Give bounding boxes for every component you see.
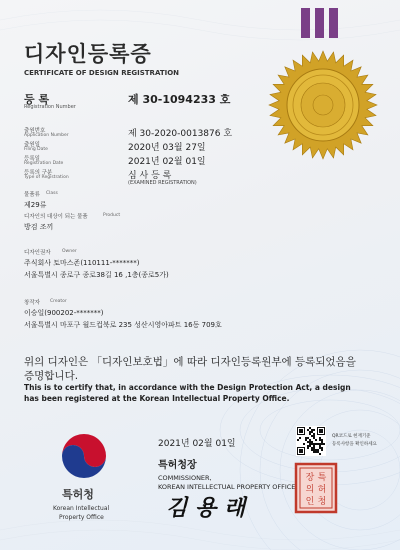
- product-value: 방검 조끼: [24, 223, 54, 231]
- svg-text:김 용 래: 김 용 래: [166, 495, 246, 521]
- commissioner-office-en: KOREAN INTELLECTUAL PROPERTY OFFICE: [158, 483, 296, 491]
- filing-label-en: Filing Date: [24, 147, 48, 152]
- class-label: 물품류: [24, 192, 40, 198]
- logo-name-ko: 특허청: [62, 488, 94, 501]
- qr-note: QR코드로 현재기준: [332, 434, 371, 439]
- owner-address: 서울특별시 종로구 종로38길 16 ,1층(종로5가): [24, 271, 169, 279]
- filing-date: 2020년 03월 27일: [128, 143, 206, 153]
- product-label-en: Product: [103, 213, 121, 218]
- reg-date-label-en: Registration Date: [24, 161, 64, 166]
- reg-date-label: 등록일: [24, 156, 40, 162]
- kipo-logo-icon: [58, 430, 110, 482]
- commissioner-office: 특허청장: [158, 460, 197, 471]
- creator-name: 이승일(900202-*******): [24, 309, 104, 317]
- owner-label: 디자인권자: [24, 250, 51, 256]
- stamp-char: 특: [317, 473, 327, 483]
- application-number: 제 30-2020-0013876 호: [128, 129, 233, 139]
- product-label: 디자인의 대상이 되는 물품: [24, 214, 88, 220]
- qr-code-icon[interactable]: [296, 426, 326, 456]
- certificate-title: 디자인등록증: [24, 42, 152, 66]
- stamp-char: 장: [305, 473, 315, 483]
- stamp-char: 의: [305, 485, 315, 495]
- class-value: 제29류: [24, 201, 47, 209]
- commissioner-title: COMMISSIONER,: [158, 474, 212, 482]
- application-label-en: Application Number: [24, 133, 69, 138]
- reg-type-label: 등록의 구분: [24, 170, 53, 176]
- filing-label: 출원일: [24, 142, 40, 148]
- logo-name-en: Korean Intellectual: [53, 505, 110, 512]
- statement-ko-cont: 증명합니다.: [24, 370, 79, 382]
- registration-number: 제 30-1094233 호: [128, 93, 231, 106]
- application-label: 출원번호: [24, 128, 46, 134]
- gold-seal: [268, 50, 378, 160]
- stamp-char: 허: [317, 485, 327, 495]
- ribbon-stripes: [301, 8, 338, 38]
- statement-en: This is to certify that, in accordance with the Design Protection Act, a design: [24, 383, 351, 392]
- creator-label: 창작자: [24, 300, 40, 306]
- statement-ko: 위의 디자인은 「디자인보호법」에 따라 디자인등록원부에 등록되었음을: [24, 356, 356, 368]
- official-stamp: [294, 462, 338, 514]
- certificate-title-en: CERTIFICATE OF DESIGN REGISTRATION: [24, 69, 180, 77]
- class-label-en: Class: [46, 191, 58, 196]
- stamp-char: 청: [317, 497, 327, 507]
- issue-date: 2021년 02월 01일: [158, 439, 236, 449]
- creator-label-en: Creator: [50, 299, 67, 304]
- stamp-char: 인: [305, 497, 315, 507]
- registration-label: 등 록: [24, 93, 50, 106]
- logo-name-en-cont: Property Office: [59, 514, 104, 521]
- creator-address: 서울특별시 마포구 월드컵북로 235 성산시영아파트 16동 709호: [24, 321, 222, 329]
- statement-en-cont: has been registered at the Korean Intellectual Property Office.: [24, 394, 290, 403]
- commissioner-signature: [158, 488, 278, 524]
- qr-note-cont: 등록사항을 확인하세요: [332, 442, 377, 447]
- registration-type: 심 사 등 록: [128, 171, 172, 181]
- registration-label-en: Registration Number: [24, 104, 76, 110]
- owner-label-en: Owner: [62, 249, 77, 254]
- registration-type-en: (EXAMINED REGISTRATION): [128, 180, 197, 186]
- reg-type-label-en: Type of Registration: [24, 175, 69, 180]
- owner-name: 주식회사 토마스존(110111-*******): [24, 259, 140, 267]
- registration-date: 2021년 02월 01일: [128, 157, 206, 167]
